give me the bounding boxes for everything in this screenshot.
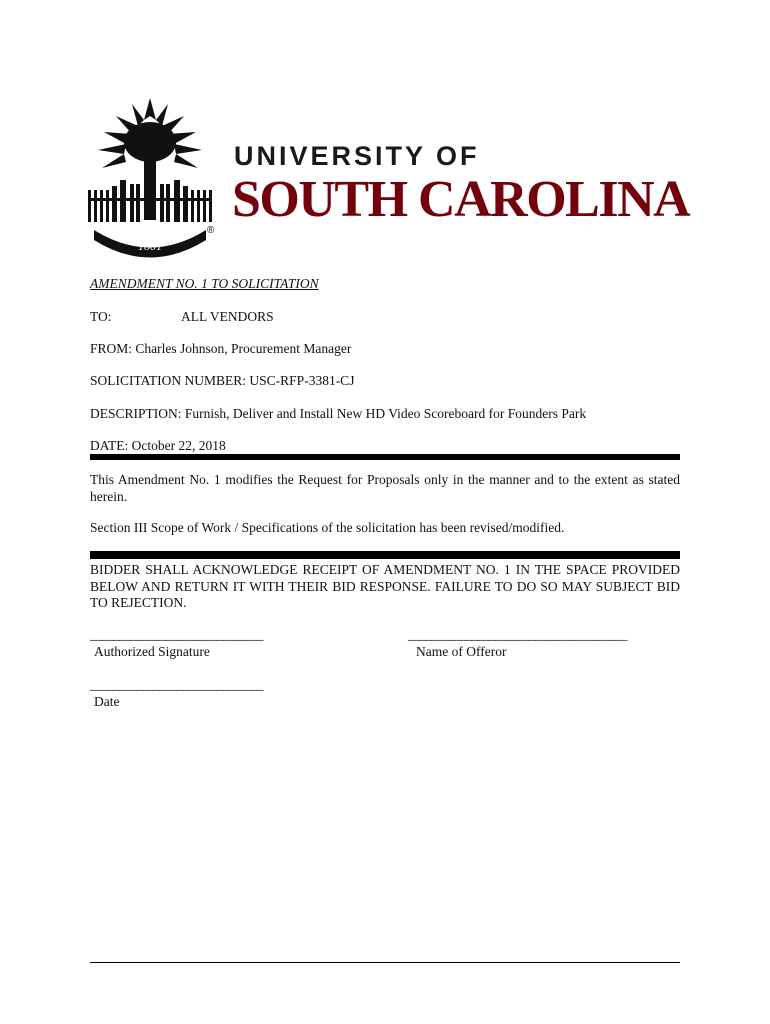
- offeror-name-line: ______________________________________: [408, 627, 627, 642]
- date-signature-label: Date: [94, 694, 120, 709]
- divider-thick: [90, 551, 680, 559]
- date-signature-line: ______________________________: [90, 677, 263, 692]
- scope-paragraph: Section III Scope of Work / Specifications of the solicitation has been revised/modified.: [90, 520, 565, 535]
- seal-year: 1801: [138, 239, 162, 253]
- description-line: DESCRIPTION: Furnish, Deliver and Install New HD Video Scoreboard for Founders Park: [90, 406, 587, 421]
- date-line: DATE: October 22, 2018: [90, 438, 226, 453]
- offeror-name-label: Name of Offeror: [416, 644, 507, 659]
- from-line: FROM: Charles Johnson, Procurement Manager: [90, 341, 352, 356]
- to-value: ALL VENDORS: [181, 309, 274, 324]
- palmetto-seal-logo: [80, 90, 220, 260]
- authorized-signature-label: Authorized Signature: [94, 644, 210, 659]
- to-label: TO:: [90, 309, 112, 324]
- logo-wordmark-line1: UNIVERSITY OF: [234, 141, 480, 171]
- document-title: AMENDMENT NO. 1 TO SOLICITATION: [90, 276, 319, 291]
- amendment-paragraph: This Amendment No. 1 modifies the Request for Proposals only in the manner and to the extent as stated herein.: [90, 472, 680, 504]
- logo-wordmark-line2: SOUTH CAROLINA: [232, 171, 690, 228]
- acknowledgement-paragraph: BIDDER SHALL ACKNOWLEDGE RECEIPT OF AMENDMENT NO. 1 IN THE SPACE PROVIDED BELOW AND RETURN IT WITH THEIR BID RESPONSE. FAILURE TO DO SO MAY SUBJECT BID TO REJECTION.: [90, 562, 680, 610]
- registered-mark: ®: [207, 225, 215, 236]
- divider-thick: [90, 454, 680, 460]
- solicitation-number: SOLICITATION NUMBER: USC-RFP-3381-CJ: [90, 373, 355, 388]
- footer-rule: [90, 962, 680, 963]
- authorized-signature-line: ______________________________: [90, 627, 263, 642]
